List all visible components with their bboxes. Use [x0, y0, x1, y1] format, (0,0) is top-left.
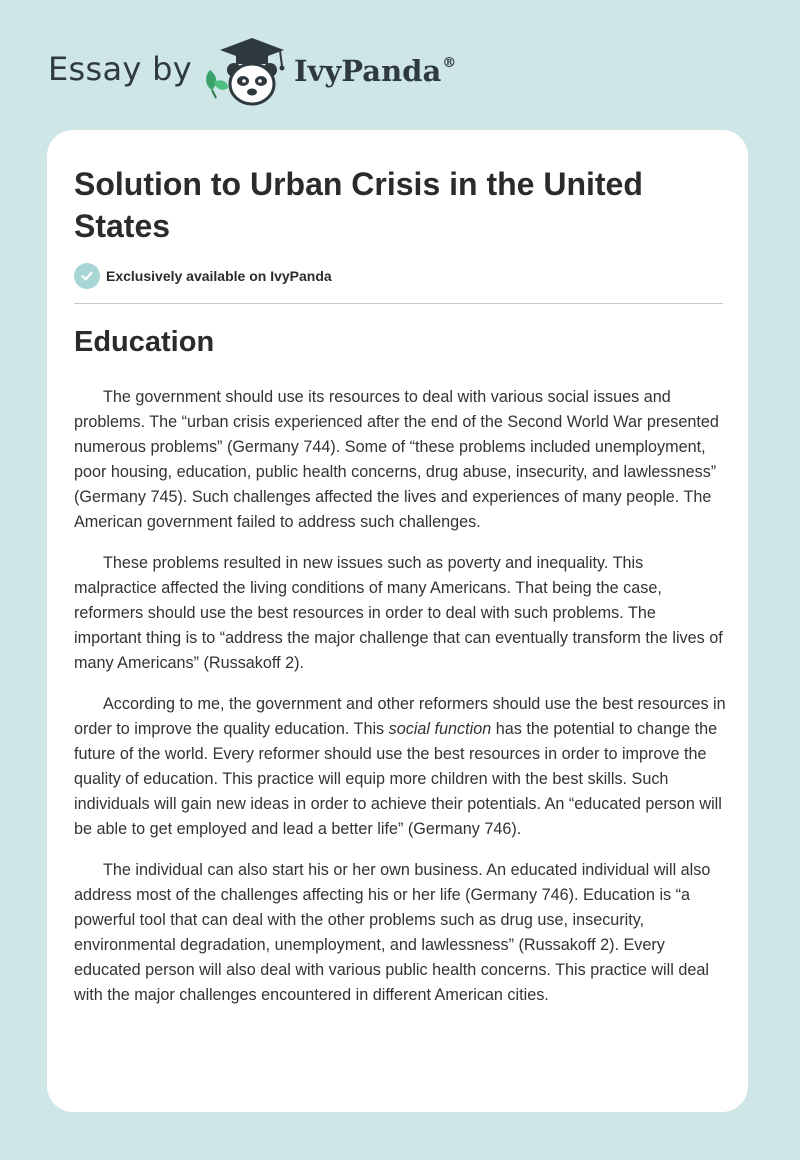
- brand-label: IvyPanda: [294, 54, 442, 88]
- brand-name[interactable]: [294, 54, 456, 88]
- badge-label: Exclusively available on IvyPanda: [106, 268, 332, 284]
- checkmark-icon: [74, 263, 100, 289]
- paragraph-text: has the potential to change the future of the world. Every reformer should use the best resources in order to improve the quality of education. This practice will equip more children with the best skills. Such individuals will gain new ideas in order to achieve their potentials. An “educated person will be able to get employed and lead a better life” (Germany 746).: [74, 720, 722, 838]
- essay-body: [74, 385, 726, 1024]
- paragraph: [74, 858, 726, 1008]
- panda-graduate-icon[interactable]: [200, 36, 296, 110]
- emphasis-text: social function: [388, 720, 492, 738]
- divider: [74, 303, 723, 304]
- paragraph-text: These problems resulted in new issues such as poverty and inequality. This malpractice affected the living conditions of many Americans. That being the case, reformers should use the best resources in order to deal with such problems. The important thing is to “address the major challenge that can eventually transform the lives of many Americans” (Russakoff 2).: [74, 554, 723, 672]
- exclusive-badge: [74, 263, 332, 289]
- paragraph-text: According to me, the government and other reformers should use the best resources in order to improve the quality education. This: [74, 695, 726, 738]
- essay-card: [47, 130, 748, 1112]
- leaf-icon: [206, 70, 228, 98]
- site-header: [0, 0, 800, 130]
- paragraph: [74, 385, 726, 535]
- paragraph-text: The individual can also start his or her own business. An educated individual will also address most of the challenges affecting his or her life (Germany 746). Education is “a powerful tool that can deal with the other problems such as drug use, insecurity, environmental degradation, unemployment, and lawlessness” (Russakoff 2). Every educated person will also deal with various public health concerns. This practice will deal with the major challenges encountered in different American cities.: [74, 861, 711, 1004]
- paragraph-text: The government should use its resources to deal with various social issues and problems. The “urban crisis experienced after the end of the Second World War presented numerous problems” (Germany 744). Some of “these problems included unemployment, poor housing, education, public health concerns, drug abuse, insecurity, and lawlessness” (Germany 745). Such challenges affected the lives and experiences of many people. The American government failed to address such challenges.: [74, 388, 719, 531]
- essay-title: Solution to Urban Crisis in the United States: [74, 166, 643, 244]
- registered-mark: ®: [442, 55, 457, 71]
- paragraph: [74, 692, 726, 842]
- section-heading: Education: [74, 326, 215, 358]
- paragraph: [74, 551, 726, 676]
- essay-by-label: Essay by: [48, 50, 192, 88]
